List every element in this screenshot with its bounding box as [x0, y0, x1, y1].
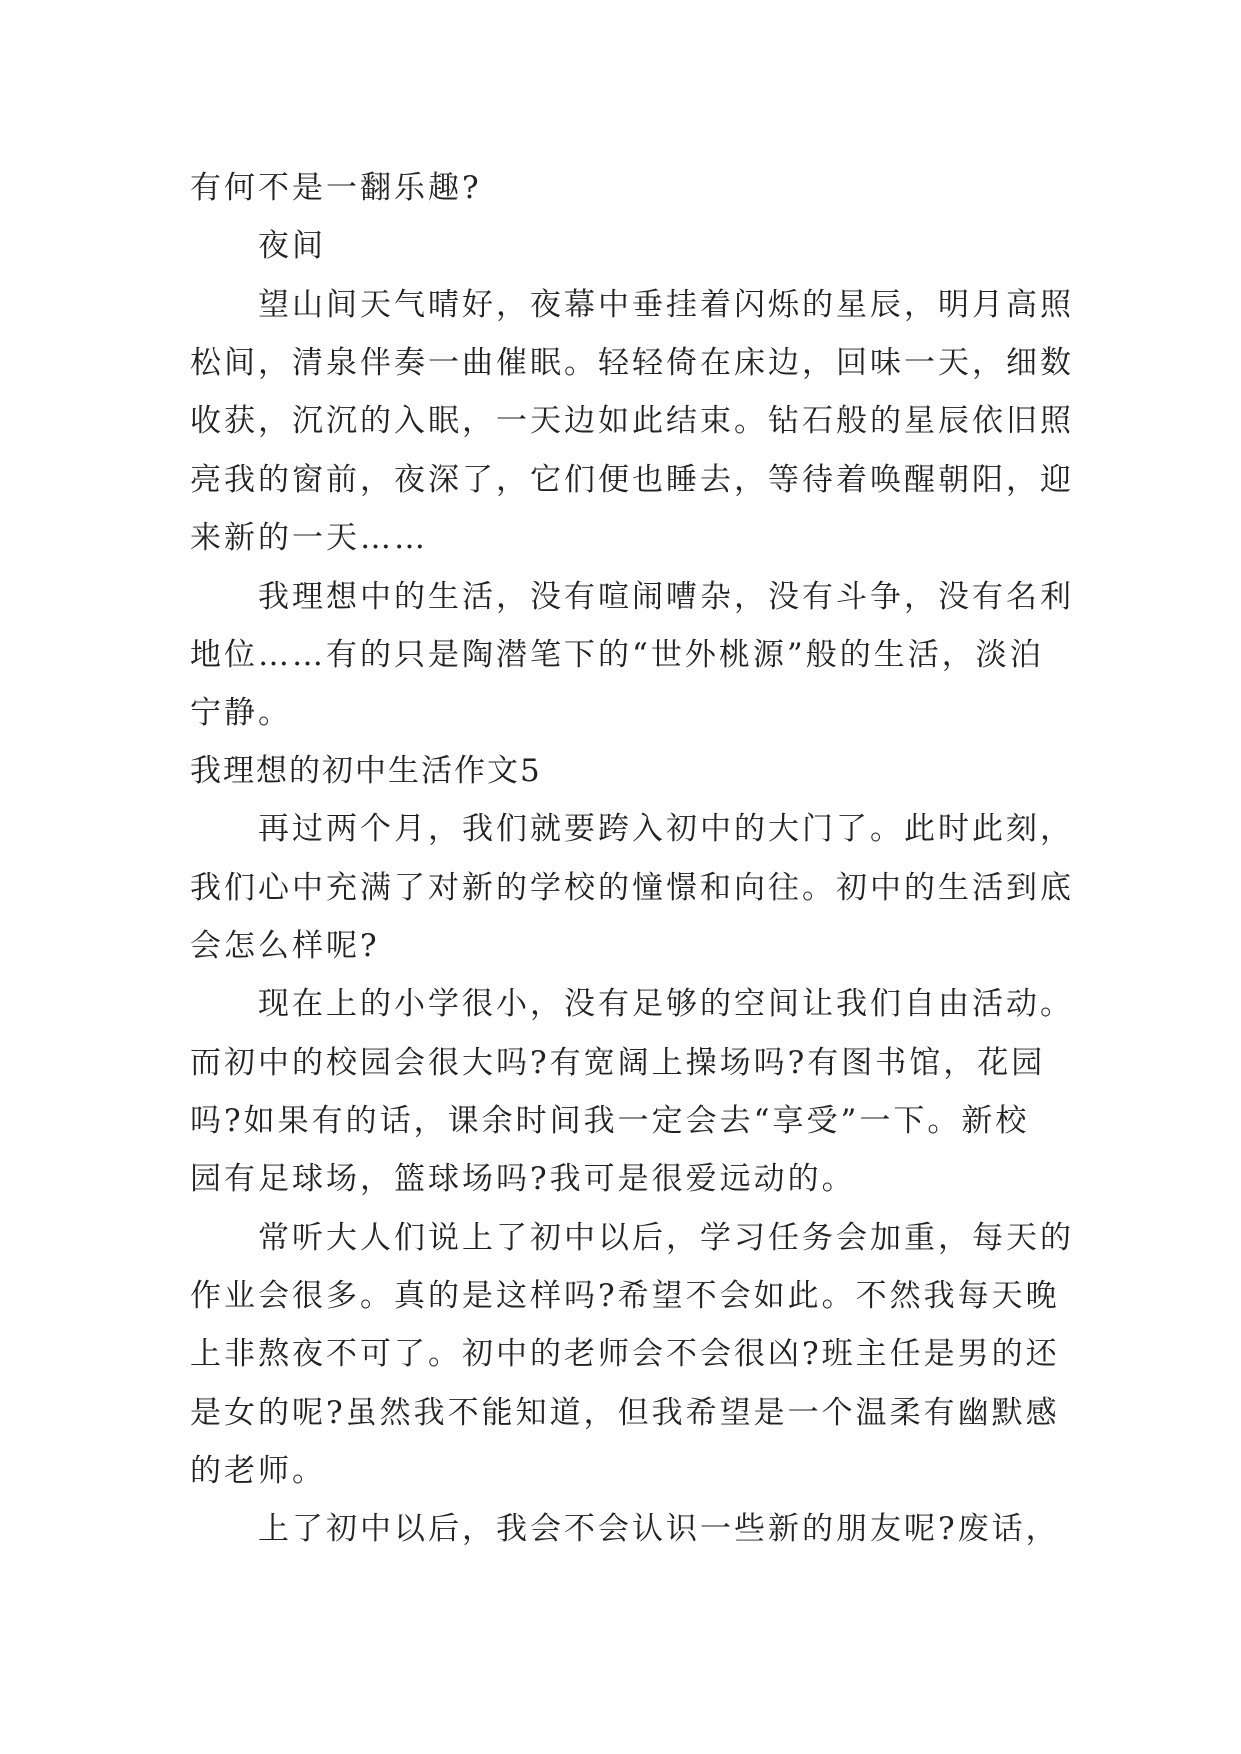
- text-line: 望山间天气晴好，夜幕中垂挂着闪烁的星辰，明月高照: [258, 287, 1074, 323]
- text-line: 宁静。: [190, 695, 292, 731]
- text-line: 是女的呢?虽然我不能知道，但我希望是一个温柔有幽默感: [190, 1395, 1060, 1431]
- text-line: 我理想中的生活，没有喧闹嘈杂，没有斗争，没有名利: [258, 579, 1074, 615]
- text-line: 收获，沉沉的入眠，一天边如此结束。钻石般的星辰依旧照: [190, 403, 1074, 439]
- text-line: 吗?如果有的话，课余时间我一定会去“享受”一下。新校: [190, 1103, 1030, 1139]
- text-line: 有何不是一翻乐趣?: [190, 170, 482, 206]
- text-line: 园有足球场，篮球场吗?我可是很爱远动的。: [190, 1161, 856, 1197]
- text-line: 上非熬夜不可了。初中的老师会不会很凶?班主任是男的还: [190, 1336, 1060, 1372]
- subheading-night: 夜间: [258, 228, 326, 264]
- text-line: 而初中的校园会很大吗?有宽阔上操场吗?有图书馆，花园: [190, 1045, 1046, 1081]
- text-line: 会怎么样呢?: [190, 928, 380, 964]
- text-line: 亮我的窗前，夜深了，它们便也睡去，等待着唤醒朝阳，迎: [190, 462, 1074, 498]
- text-line: 松间，清泉伴奏一曲催眠。轻轻倚在床边，回味一天，细数: [190, 345, 1074, 381]
- text-line: 常听大人们说上了初中以后，学习任务会加重，每天的: [258, 1220, 1074, 1256]
- text-line: 上了初中以后，我会不会认识一些新的朋友呢?废话，: [258, 1511, 1060, 1547]
- essay-title: 我理想的初中生活作文5: [190, 753, 542, 789]
- text-line: 地位……有的只是陶潜笔下的“世外桃源”般的生活，淡泊: [190, 637, 1044, 673]
- text-line: 作业会很多。真的是这样吗?希望不会如此。不然我每天晚: [190, 1278, 1060, 1314]
- text-line: 来新的一天……: [190, 520, 428, 556]
- text-line: 再过两个月，我们就要跨入初中的大门了。此时此刻，: [258, 811, 1074, 847]
- text-line: 现在上的小学很小，没有足够的空间让我们自由活动。: [258, 986, 1074, 1022]
- text-line: 我们心中充满了对新的学校的憧憬和向往。初中的生活到底: [190, 870, 1074, 906]
- text-line: 的老师。: [190, 1453, 326, 1489]
